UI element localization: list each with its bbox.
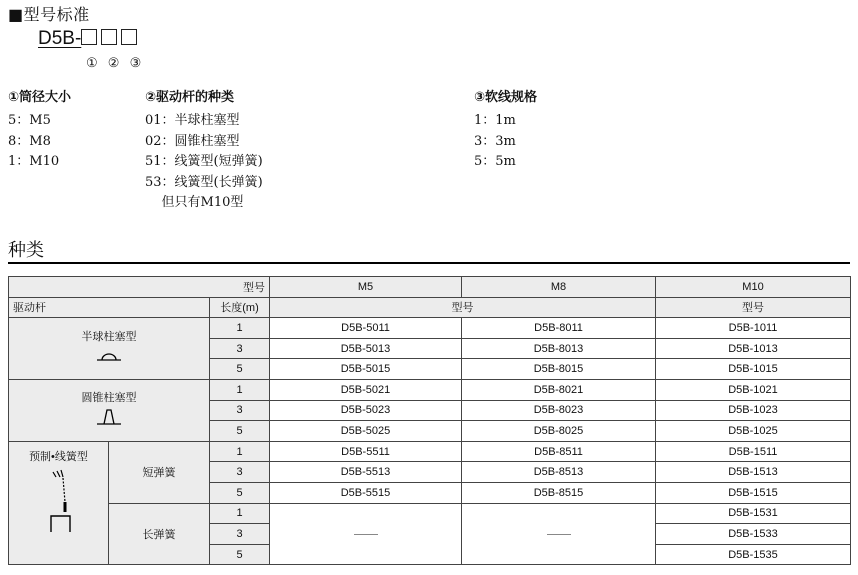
model-cell: D5B-8021 [462,379,656,400]
not-available-m8 [462,503,656,565]
model-cell: D5B-1021 [656,379,851,400]
option-title: ②驱动杆的种类 [145,90,235,105]
length-cell: 5 [210,421,270,442]
model-cell: D5B-1515 [656,482,851,503]
option-item: 8：M8 [8,133,51,149]
model-cell: D5B-1511 [656,441,851,462]
header-m5: M5 [270,277,462,298]
hemisphere-plunger-icon [89,344,129,366]
length-cell: 1 [210,318,270,339]
header-lever: 驱动杆 [9,297,210,318]
option-item: 3：3m [474,133,516,149]
length-cell: 1 [210,503,270,524]
option-item: 51：线簧型(短弹簧) [145,154,263,169]
option-item: 但只有M10型 [145,195,244,210]
model-cell: D5B-8013 [462,338,656,359]
model-standard-title: ■型号标准 [8,5,90,24]
option-column-lever [145,86,263,214]
model-cell: D5B-5013 [270,338,462,359]
group-cone-plunger [9,379,210,441]
option-column-cable [474,86,537,173]
model-cell: D5B-1535 [656,544,851,565]
header-model-m5-m8: 型号 [270,297,656,318]
length-cell: 5 [210,359,270,380]
option-item: 01：半球柱塞型 [145,113,240,128]
long-spring-label: 长弹簧 [109,503,210,565]
model-cell: D5B-5025 [270,421,462,442]
group-hemisphere-plunger [9,318,210,380]
length-cell: 3 [210,524,270,545]
model-cell: D5B-5515 [270,482,462,503]
model-cell: D5B-5015 [270,359,462,380]
group-label: 圆锥柱塞型 [81,391,137,404]
model-cell: D5B-1013 [656,338,851,359]
model-cell: D5B-5011 [270,318,462,339]
option-item: 1：M10 [8,154,60,169]
option-item: 1：1m [474,113,516,128]
code-position-markers: ① ② ③ [86,56,145,71]
code-box-3 [121,29,137,45]
model-cell: D5B-1015 [656,359,851,380]
group-wire-spring [9,441,109,565]
model-cell: D5B-1011 [656,318,851,339]
length-cell: 3 [210,400,270,421]
model-cell: D5B-8025 [462,421,656,442]
dash-mark [354,534,378,535]
header-m10: M10 [656,277,851,298]
model-cell: D5B-8023 [462,400,656,421]
model-cell: D5B-5023 [270,400,462,421]
not-available-m5 [270,503,462,565]
header-model-m10: 型号 [656,297,851,318]
option-title: ③软线规格 [474,90,538,105]
length-cell: 3 [210,462,270,483]
model-cell: D5B-8011 [462,318,656,339]
cone-plunger-icon [89,405,129,429]
header-m8: M8 [462,277,656,298]
dash-mark [547,534,571,535]
code-box-1 [81,29,97,45]
model-cell: D5B-8513 [462,462,656,483]
model-cell: D5B-1533 [656,524,851,545]
header-model-label: 型号 [9,277,270,298]
model-cell: D5B-1023 [656,400,851,421]
section-divider [8,262,850,264]
length-cell: 5 [210,544,270,565]
group-label: 半球柱塞型 [81,331,137,344]
length-cell: 1 [210,441,270,462]
model-code [38,28,141,50]
option-item: 02：圆锥柱塞型 [145,133,240,149]
section-title: 种类 [8,240,44,261]
option-title: ①筒径大小 [8,90,72,105]
length-cell: 3 [210,338,270,359]
code-box-2 [101,29,117,45]
option-item: 5：M5 [8,113,51,128]
model-cell: D5B-5511 [270,441,462,462]
length-cell: 5 [210,482,270,503]
group-label: 预制•线簧型 [29,450,88,463]
header-length: 长度(m) [210,297,270,318]
short-spring-label: 短弹簧 [109,441,210,503]
model-code-prefix: D5B- [38,28,82,49]
model-cell: D5B-1531 [656,503,851,524]
model-cell: D5B-5513 [270,462,462,483]
option-column-diameter [8,86,71,173]
model-table [8,276,851,565]
model-cell: D5B-1513 [656,462,851,483]
model-cell: D5B-1025 [656,421,851,442]
wire-spring-icon [39,464,79,542]
option-item: 5：5m [474,154,516,169]
model-cell: D5B-8515 [462,482,656,503]
model-cell: D5B-8511 [462,441,656,462]
length-cell: 1 [210,379,270,400]
model-cell: D5B-8015 [462,359,656,380]
model-cell: D5B-5021 [270,379,462,400]
option-item: 53：线簧型(长弹簧) [145,174,263,190]
